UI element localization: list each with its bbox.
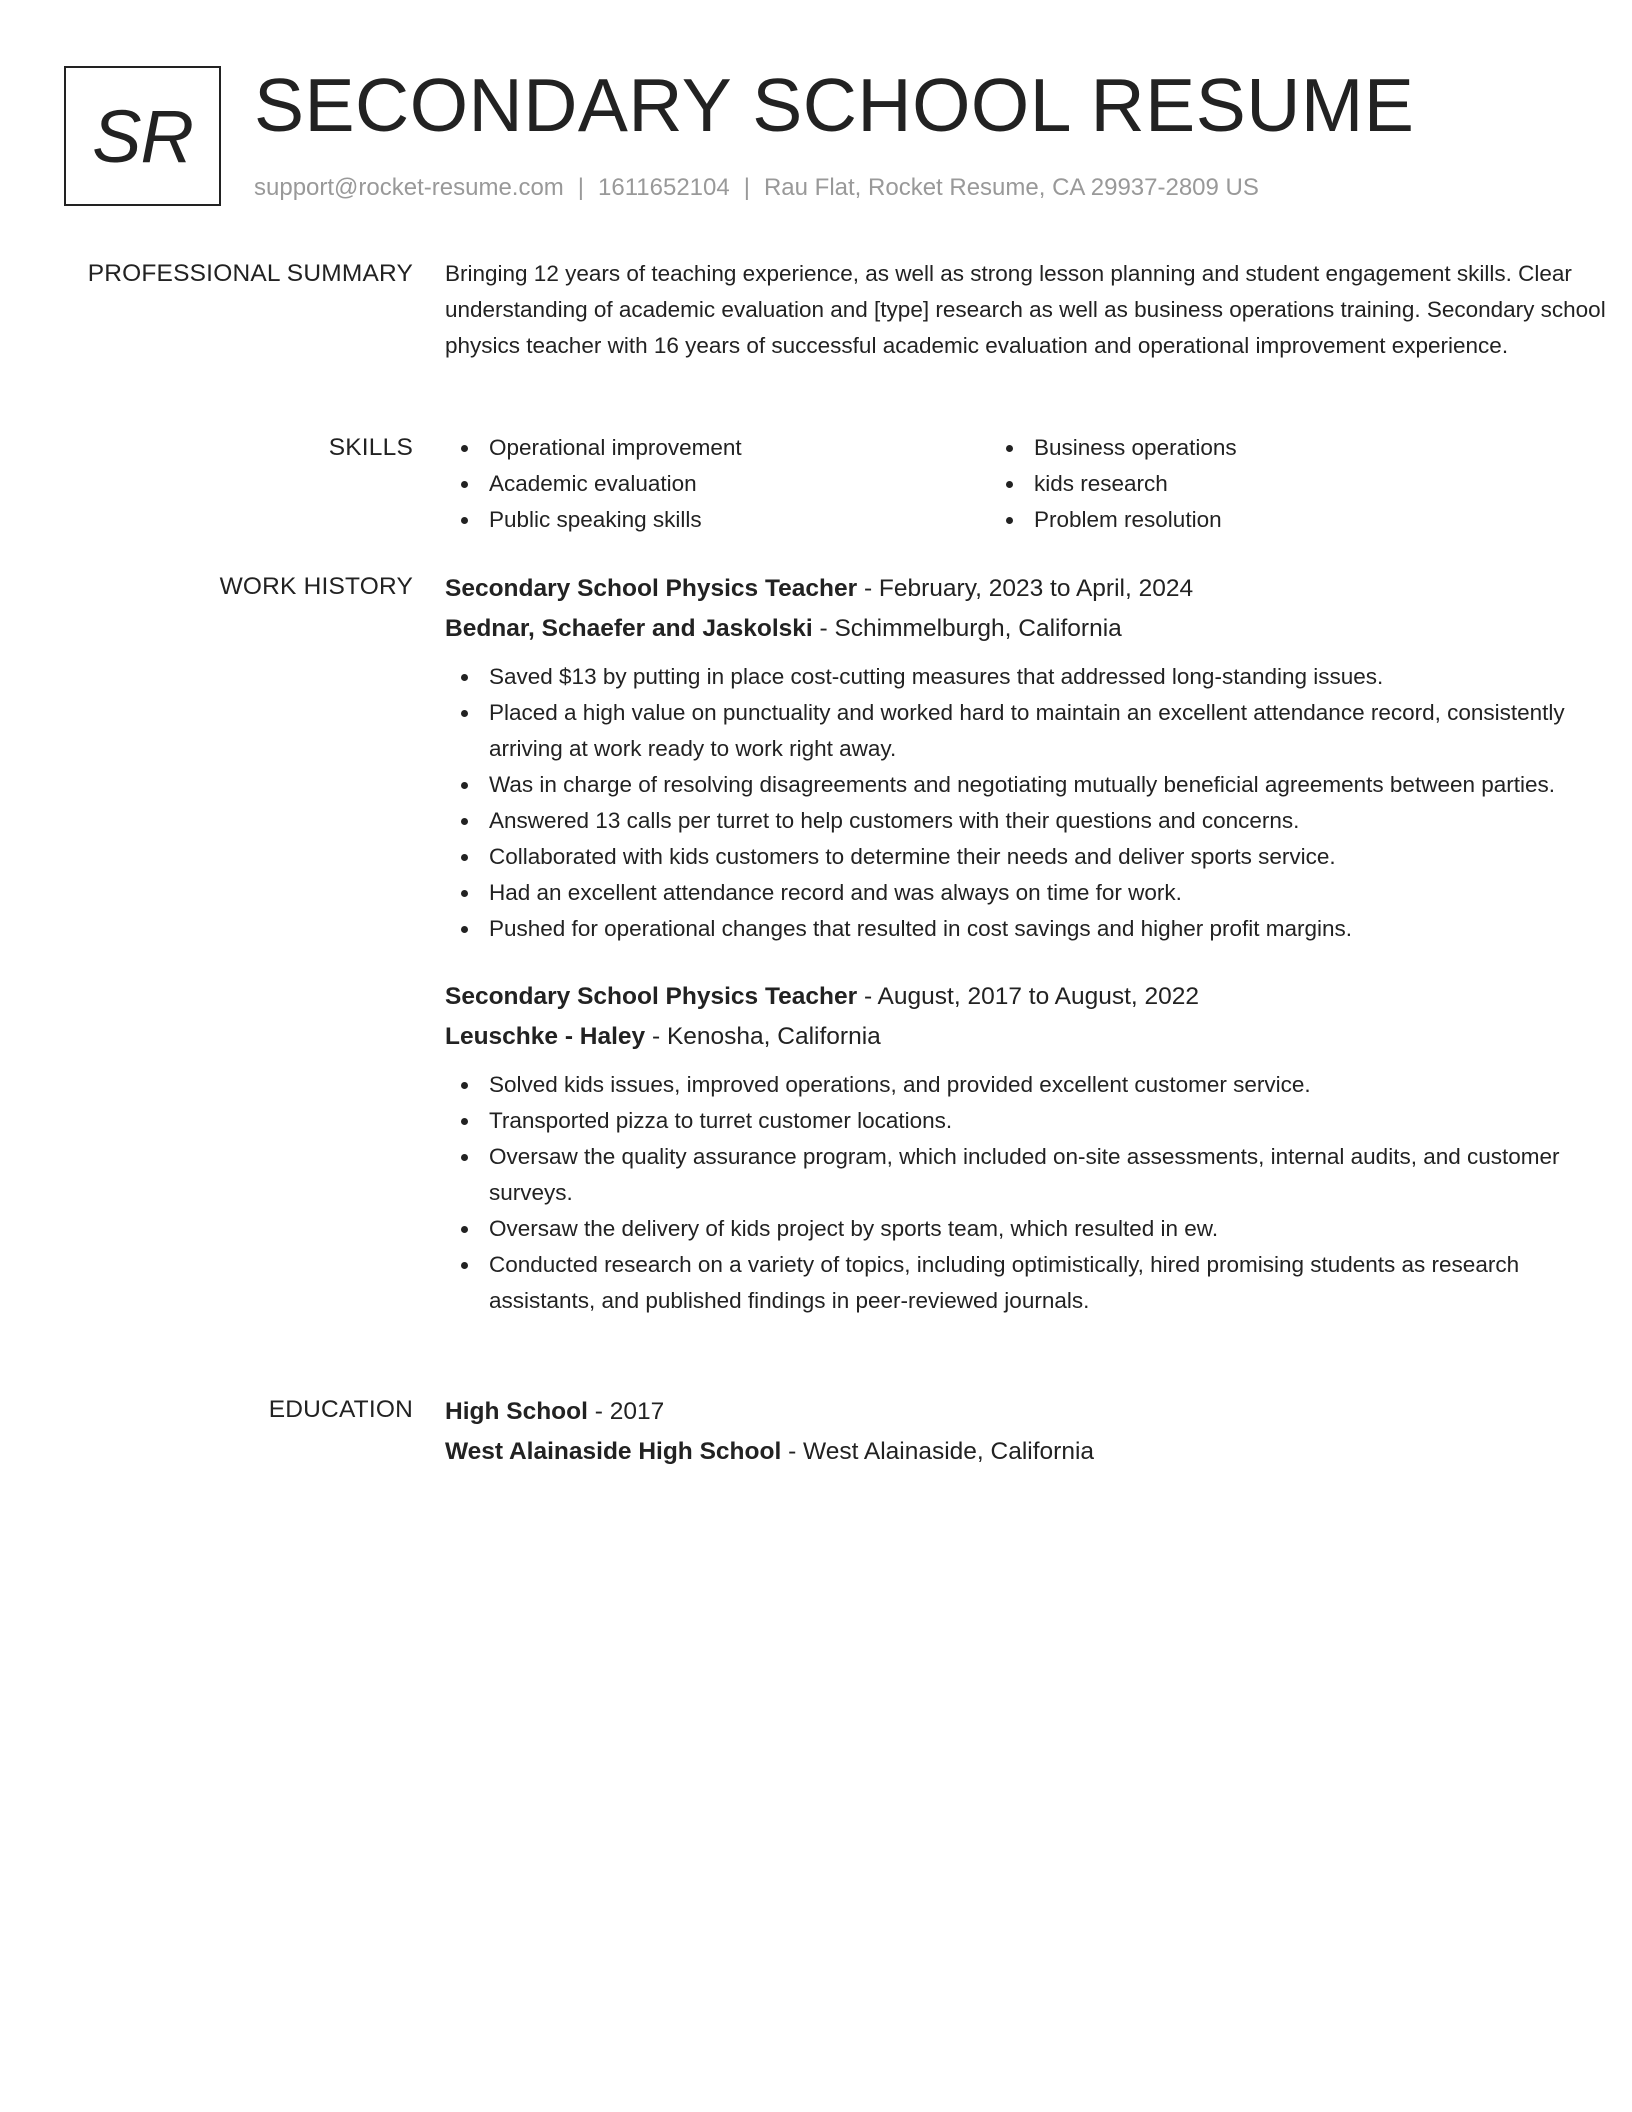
skills-grid — [445, 430, 1625, 538]
job-location: - Kenosha, California — [645, 1023, 881, 1050]
contact-line — [254, 173, 1259, 203]
job-title: Secondary School Physics Teacher — [445, 983, 858, 1010]
job-bullet: Placed a high value on punctuality and worked hard to maintain an excellent attendance record, consistently arriving at work ready to work right away. — [445, 695, 1625, 767]
education-body — [445, 1392, 1625, 1472]
skills-column-left — [445, 430, 990, 538]
job-company: Bednar, Schaefer and Jaskolski — [445, 615, 813, 642]
education-degree-line — [445, 1392, 1625, 1432]
education-degree: High School — [445, 1398, 588, 1425]
skill-item: Problem resolution — [990, 502, 1535, 538]
skill-item: Business operations — [990, 430, 1535, 466]
education-school: West Alainaside High School — [445, 1438, 782, 1465]
contact-separator: | — [577, 174, 585, 201]
section-label-work-history: WORK HISTORY — [219, 573, 413, 600]
job-bullet: Pushed for operational changes that resulted in cost savings and higher profit margins. — [445, 911, 1625, 947]
section-label-skills: SKILLS — [328, 434, 413, 461]
skill-item: Operational improvement — [445, 430, 990, 466]
job-bullet: Answered 13 calls per turret to help customers with their questions and concerns. — [445, 803, 1625, 839]
job-company: Leuschke - Haley — [445, 1023, 646, 1050]
job-bullet: Collaborated with kids customers to determine their needs and deliver sports service. — [445, 839, 1625, 875]
skill-item: kids research — [990, 466, 1535, 502]
job-bullet: Was in charge of resolving disagreements and negotiating mutually beneficial agreements between parties. — [445, 767, 1625, 803]
job-bullet: Had an excellent attendance record and was always on time for work. — [445, 875, 1625, 911]
skill-item: Academic evaluation — [445, 466, 990, 502]
job-bullets — [445, 1067, 1625, 1319]
job-bullets — [445, 659, 1625, 947]
summary-text: Bringing 12 years of teaching experience, as well as strong lesson planning and student engagement skills. Clear understanding of academic evaluation and [type] research as well as business operations training. Secondary school physics teacher with 16 years of successful academic evaluation and operational improvement experience. — [445, 261, 1606, 358]
contact-phone[interactable]: 1611652104 — [598, 174, 730, 201]
section-label-education: EDUCATION — [268, 1396, 413, 1423]
job-company-line — [445, 609, 1625, 649]
skills-column-right — [990, 430, 1535, 538]
education-school-line — [445, 1432, 1625, 1472]
monogram-logo: SR — [64, 66, 221, 206]
contact-email[interactable]: support@rocket-resume.com — [254, 174, 564, 201]
skill-item: Public speaking skills — [445, 502, 990, 538]
work-history-body — [445, 569, 1625, 1349]
job-bullet: Conducted research on a variety of topics, including optimistically, hired promising students as research assistants, and published findings in peer-reviewed journals. — [445, 1247, 1625, 1319]
job-dates: - August, 2017 to August, 2022 — [857, 983, 1200, 1010]
job-location: - Schimmelburgh, California — [812, 615, 1122, 642]
job-entry — [445, 569, 1625, 947]
job-dates: - February, 2023 to April, 2024 — [857, 575, 1194, 602]
job-bullet: Solved kids issues, improved operations, and provided excellent customer service. — [445, 1067, 1625, 1103]
education-location: - West Alainaside, California — [781, 1438, 1095, 1465]
job-title: Secondary School Physics Teacher — [445, 575, 858, 602]
job-bullet: Transported pizza to turret customer locations. — [445, 1103, 1625, 1139]
resume-title: SECONDARY SCHOOL RESUME — [254, 63, 1415, 147]
summary-body — [445, 256, 1625, 364]
education-year: - 2017 — [587, 1398, 665, 1425]
job-bullet: Oversaw the quality assurance program, which included on-site assessments, internal audits, and customer surveys. — [445, 1139, 1625, 1211]
contact-address: Rau Flat, Rocket Resume, CA 29937-2809 US — [763, 174, 1259, 201]
job-bullet: Oversaw the delivery of kids project by sports team, which resulted in ew. — [445, 1211, 1625, 1247]
resume-header — [64, 63, 1584, 208]
job-entry — [445, 977, 1625, 1319]
job-bullet: Saved $13 by putting in place cost-cutting measures that addressed long-standing issues. — [445, 659, 1625, 695]
contact-separator: | — [743, 174, 750, 201]
job-company-line — [445, 1017, 1625, 1057]
section-label-summary: PROFESSIONAL SUMMARY — [87, 260, 413, 287]
skills-body — [445, 430, 1625, 538]
job-title-line — [445, 977, 1625, 1017]
job-title-line — [445, 569, 1625, 609]
